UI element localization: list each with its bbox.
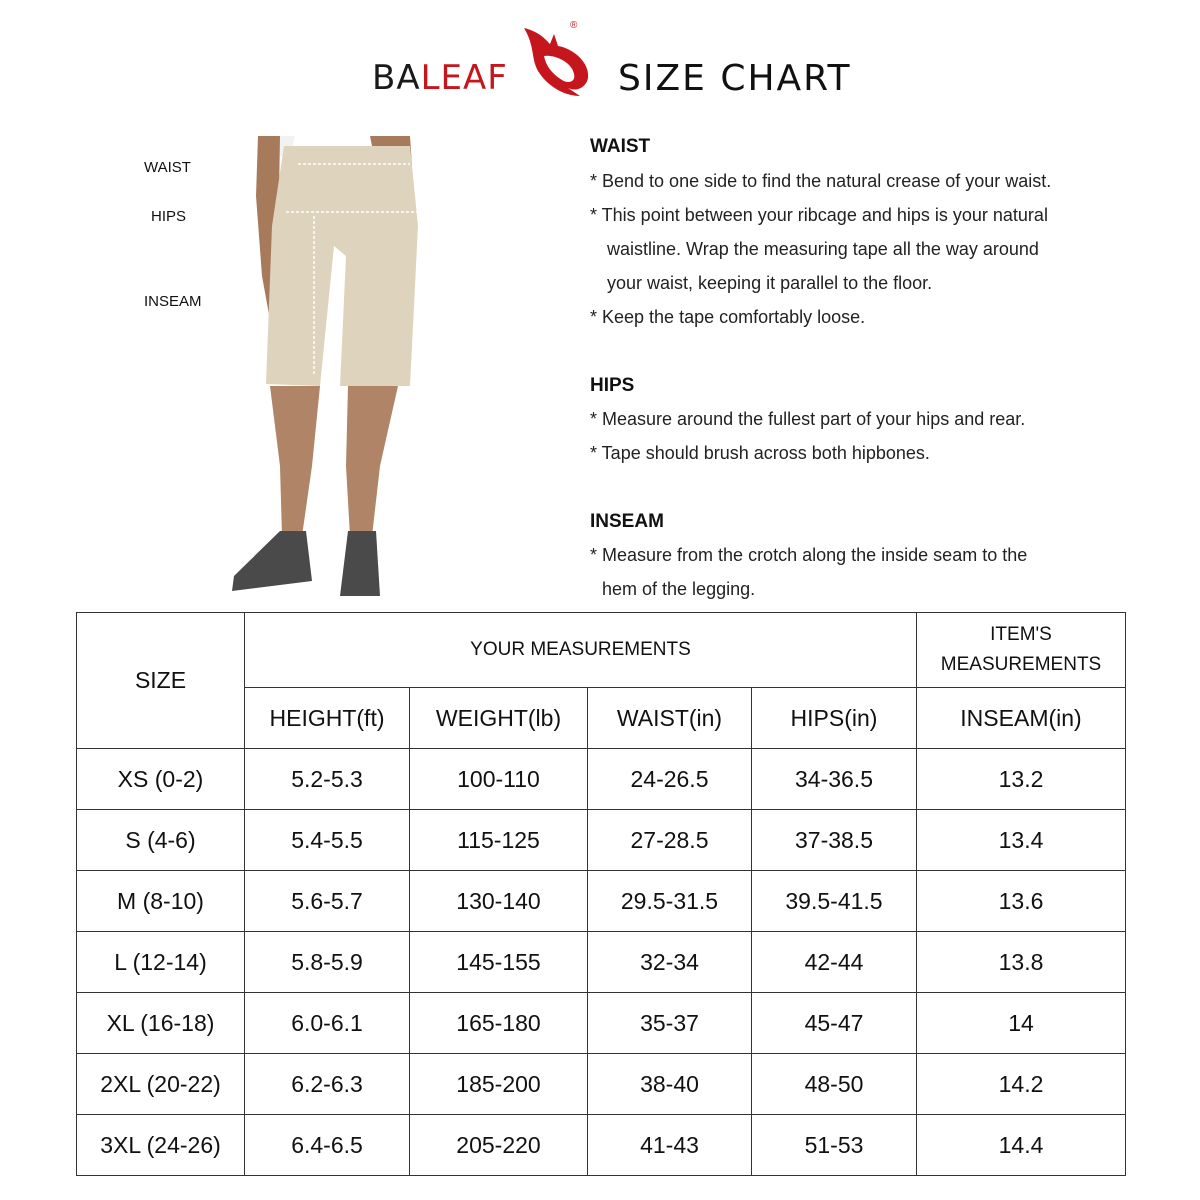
size-header: SIZE (77, 613, 245, 749)
hips-line: * Tape should brush across both hipbones. (590, 443, 930, 463)
value-cell: 34-36.5 (752, 749, 917, 810)
value-cell: 6.4-6.5 (245, 1115, 410, 1176)
waist-line: your waist, keeping it parallel to the floor. (607, 273, 933, 293)
value-cell: 14.4 (917, 1115, 1126, 1176)
item-header-line: ITEM'S (990, 624, 1052, 645)
value-cell: 185-200 (410, 1054, 588, 1115)
value-cell: 6.0-6.1 (245, 993, 410, 1054)
value-cell: 5.4-5.5 (245, 810, 410, 871)
brand-wordmark (372, 58, 508, 98)
value-cell: 35-37 (588, 993, 752, 1054)
column-header: WEIGHT(lb) (410, 688, 588, 749)
page-title: SIZE CHART (618, 58, 852, 99)
value-cell: 38-40 (588, 1054, 752, 1115)
value-cell: 41-43 (588, 1115, 752, 1176)
value-cell: 13.6 (917, 871, 1126, 932)
item-header-line: MEASUREMENTS (940, 654, 1102, 675)
size-cell: XS (0-2) (77, 749, 245, 810)
registered-mark: ® (570, 20, 578, 31)
baleaf-leaf-logo-icon (520, 22, 600, 102)
value-cell: 37-38.5 (752, 810, 917, 871)
value-cell: 45-47 (752, 993, 917, 1054)
column-header: HEIGHT(ft) (245, 688, 410, 749)
table-row (77, 749, 1126, 810)
value-cell: 48-50 (752, 1054, 917, 1115)
value-cell: 14 (917, 993, 1126, 1054)
value-cell: 27-28.5 (588, 810, 752, 871)
size-table (76, 612, 1126, 1176)
hips-heading: HIPS (590, 375, 635, 396)
value-cell: 13.4 (917, 810, 1126, 871)
table-row (77, 871, 1126, 932)
figure-label-waist: WAIST (144, 159, 191, 176)
value-cell: 39.5-41.5 (752, 871, 917, 932)
waist-line: * Bend to one side to find the natural crease of your waist. (590, 171, 1052, 191)
table-row (77, 1115, 1126, 1176)
value-cell: 130-140 (410, 871, 588, 932)
hips-line: * Measure around the fullest part of your hips and rear. (590, 409, 1026, 429)
table-row (77, 993, 1126, 1054)
value-cell: 6.2-6.3 (245, 1054, 410, 1115)
size-cell: XL (16-18) (77, 993, 245, 1054)
column-header: WAIST(in) (588, 688, 752, 749)
waist-line: * This point between your ribcage and hips is your natural (590, 205, 1048, 225)
figure-label-hips: HIPS (151, 208, 187, 225)
value-cell: 42-44 (752, 932, 917, 993)
table-row (77, 932, 1126, 993)
value-cell: 145-155 (410, 932, 588, 993)
value-cell: 165-180 (410, 993, 588, 1054)
table-row (77, 1054, 1126, 1115)
brand-prefix: BA (372, 58, 421, 98)
item-measurements-header (917, 613, 1126, 688)
table-row (77, 810, 1126, 871)
value-cell: 14.2 (917, 1054, 1126, 1115)
value-cell: 51-53 (752, 1115, 917, 1176)
model-wearing-shorts-image (220, 136, 430, 600)
inseam-line: * Measure from the crotch along the inside seam to the (590, 545, 1028, 565)
value-cell: 13.8 (917, 932, 1126, 993)
value-cell: 115-125 (410, 810, 588, 871)
size-cell: 2XL (20-22) (77, 1054, 245, 1115)
column-header: HIPS(in) (752, 688, 917, 749)
size-cell: M (8-10) (77, 871, 245, 932)
brand-suffix: LEAF (420, 58, 508, 98)
size-cell: 3XL (24-26) (77, 1115, 245, 1176)
waist-line: waistline. Wrap the measuring tape all the way around (607, 239, 1039, 259)
waist-line: * Keep the tape comfortably loose. (590, 307, 866, 327)
your-measurements-header: YOUR MEASUREMENTS (245, 613, 917, 688)
value-cell: 32-34 (588, 932, 752, 993)
figure-label-inseam: INSEAM (144, 293, 202, 310)
waist-heading: WAIST (590, 136, 651, 157)
value-cell: 29.5-31.5 (588, 871, 752, 932)
column-header: INSEAM(in) (917, 688, 1126, 749)
value-cell: 100-110 (410, 749, 588, 810)
value-cell: 5.6-5.7 (245, 871, 410, 932)
size-cell: L (12-14) (77, 932, 245, 993)
inseam-line: hem of the legging. (602, 579, 756, 599)
value-cell: 24-26.5 (588, 749, 752, 810)
inseam-heading: INSEAM (590, 511, 664, 532)
value-cell: 13.2 (917, 749, 1126, 810)
value-cell: 205-220 (410, 1115, 588, 1176)
value-cell: 5.8-5.9 (245, 932, 410, 993)
size-cell: S (4-6) (77, 810, 245, 871)
value-cell: 5.2-5.3 (245, 749, 410, 810)
